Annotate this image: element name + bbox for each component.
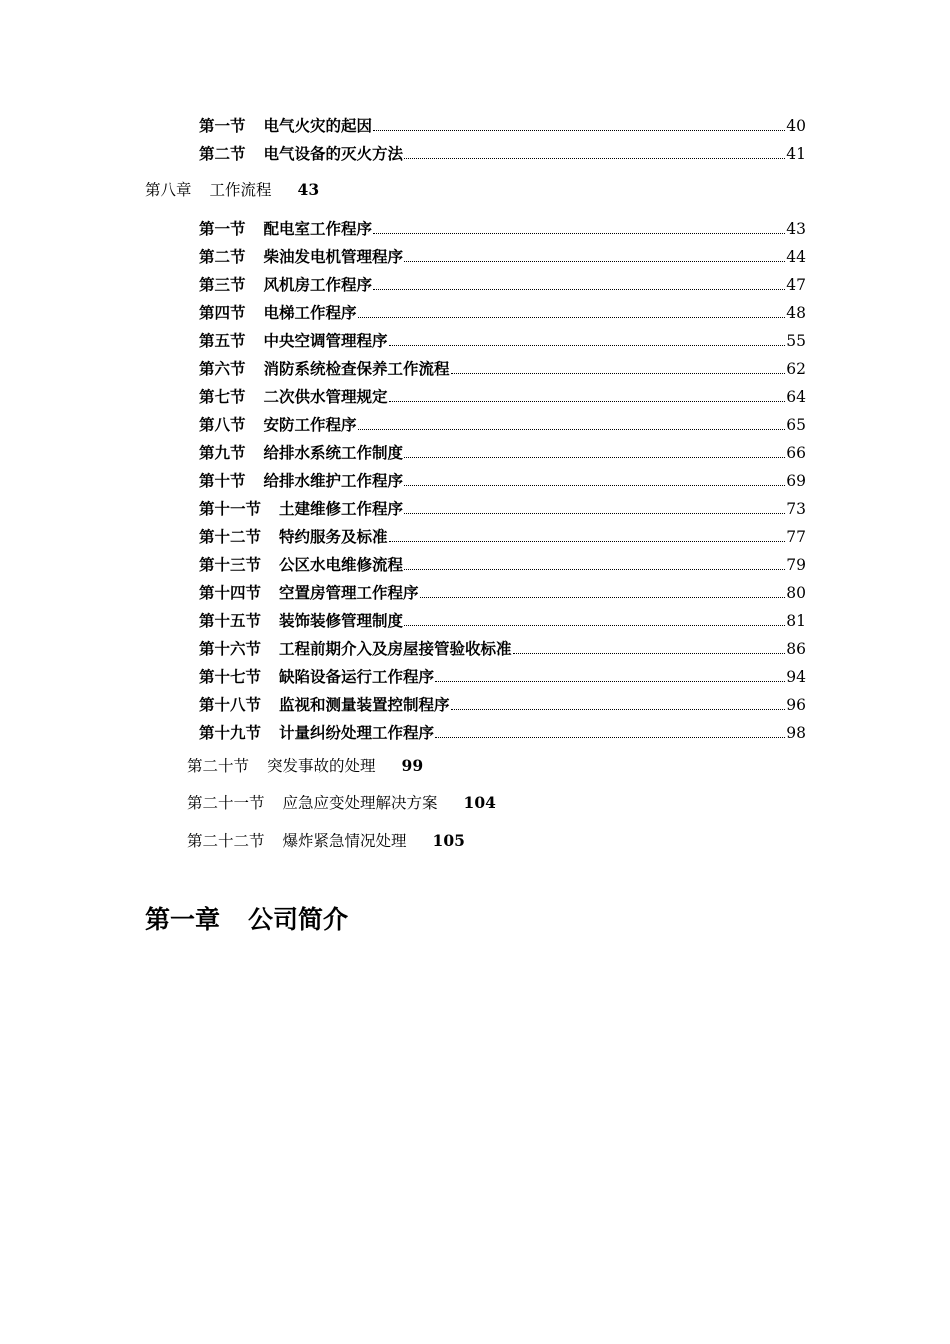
section-number: 第六节: [199, 359, 246, 378]
page-number: 66: [786, 444, 806, 462]
page-number: 86: [786, 640, 806, 658]
section-title: 突发事故的处理: [267, 757, 376, 775]
dot-leader: [404, 260, 785, 262]
toc-entry[interactable]: [199, 441, 806, 463]
dot-leader: [420, 596, 786, 598]
page-number: 48: [786, 304, 806, 322]
section-number: 第三节: [199, 275, 246, 294]
section-number: 第十八节: [199, 695, 262, 714]
toc-entry[interactable]: [199, 245, 806, 267]
dot-leader: [404, 484, 785, 486]
page-number: 55: [786, 332, 806, 350]
toc-entry[interactable]: [199, 553, 806, 575]
section-number: 第二节: [199, 247, 246, 266]
page-number: 64: [786, 388, 806, 406]
section-title: 柴油发电机管理程序: [263, 247, 404, 266]
dot-leader: [404, 456, 785, 458]
page-number: 62: [786, 360, 806, 378]
section-title: 特约服务及标准: [279, 527, 388, 546]
section-number: 第二十节: [187, 757, 250, 775]
section-title: 计量纠纷处理工作程序: [279, 723, 435, 742]
dot-leader: [404, 157, 785, 159]
section-number: 第二十二节: [187, 832, 265, 850]
section-title: 应急应变处理解决方案: [282, 794, 438, 812]
section-number: 第十三节: [199, 555, 262, 574]
dot-leader: [435, 680, 785, 682]
dot-leader: [389, 344, 786, 346]
toc-entry[interactable]: [199, 637, 806, 659]
toc-plain-entry[interactable]: [187, 756, 423, 776]
dot-leader: [404, 512, 785, 514]
section-title: 给排水维护工作程序: [263, 471, 404, 490]
dot-leader: [513, 652, 786, 654]
page-number: 98: [786, 724, 806, 742]
chapter-number: 第八章: [145, 181, 192, 199]
section-number: 第十七节: [199, 667, 262, 686]
section-title: 爆炸紧急情况处理: [282, 832, 407, 850]
section-number: 第十二节: [199, 527, 262, 546]
page-number: 43: [297, 180, 320, 199]
section-number: 第九节: [199, 443, 246, 462]
section-title: 二次供水管理规定: [263, 387, 388, 406]
dot-leader: [373, 288, 785, 290]
page-number: 47: [786, 276, 806, 294]
section-title: 电气火灾的起因: [263, 116, 373, 135]
page-number: 69: [786, 472, 806, 490]
toc-entry[interactable]: [199, 609, 806, 631]
chapter-heading: [145, 903, 348, 937]
dot-leader: [358, 316, 786, 318]
toc-entry[interactable]: [199, 301, 806, 323]
section-title: 给排水系统工作制度: [263, 443, 404, 462]
page-number: 73: [786, 500, 806, 518]
section-title: 装饰装修管理制度: [279, 611, 404, 630]
toc-entry[interactable]: [199, 329, 806, 351]
section-number: 第十四节: [199, 583, 262, 602]
page-number: 80: [786, 584, 806, 602]
section-title: 缺陷设备运行工作程序: [279, 667, 435, 686]
toc-entry[interactable]: [199, 385, 806, 407]
section-number: 第五节: [199, 331, 246, 350]
toc-entry[interactable]: [199, 721, 806, 743]
dot-leader: [435, 736, 785, 738]
section-title: 安防工作程序: [263, 415, 357, 434]
page-number: 79: [786, 556, 806, 574]
page-number: 44: [786, 248, 806, 266]
dot-leader: [373, 232, 785, 234]
page-number: 94: [786, 668, 806, 686]
page-number: 96: [786, 696, 806, 714]
section-number: 第一节: [199, 116, 246, 135]
dot-leader: [389, 400, 786, 402]
section-number: 第二节: [199, 144, 246, 163]
chapter-heading-number: 第一章: [145, 905, 221, 934]
section-number: 第二十一节: [187, 794, 265, 812]
section-number: 第十九节: [199, 723, 262, 742]
section-title: 空置房管理工作程序: [279, 583, 419, 602]
section-title: 电梯工作程序: [263, 303, 357, 322]
page-number: 99: [401, 756, 424, 775]
section-title: 工程前期介入及房屋接管验收标准: [279, 639, 512, 658]
section-title: 监视和测量装置控制程序: [279, 695, 450, 714]
section-title: 配电室工作程序: [263, 219, 373, 238]
dot-leader: [451, 372, 786, 374]
section-title: 消防系统检查保养工作流程: [263, 359, 450, 378]
section-number: 第十六节: [199, 639, 262, 658]
section-title: 公区水电维修流程: [279, 555, 404, 574]
toc-entry[interactable]: [199, 142, 806, 164]
section-number: 第一节: [199, 219, 246, 238]
dot-leader: [373, 129, 785, 131]
toc-entry[interactable]: [199, 413, 806, 435]
section-number: 第八节: [199, 415, 246, 434]
page-number: 65: [786, 416, 806, 434]
page-number: 105: [432, 831, 465, 850]
section-number: 第十一节: [199, 499, 262, 518]
section-title: 风机房工作程序: [263, 275, 373, 294]
toc-entry[interactable]: [199, 273, 806, 295]
toc-entry[interactable]: [199, 497, 806, 519]
chapter-heading-title: 公司简介: [248, 905, 349, 934]
section-number: 第四节: [199, 303, 246, 322]
page-number: 77: [786, 528, 806, 546]
section-title: 中央空调管理程序: [263, 331, 388, 350]
dot-leader: [358, 428, 786, 430]
toc-entry[interactable]: [199, 665, 806, 687]
toc-entry[interactable]: [199, 357, 806, 379]
dot-leader: [389, 540, 786, 542]
toc-entry[interactable]: [199, 469, 806, 491]
toc-entry[interactable]: [199, 581, 806, 603]
toc-entry[interactable]: [199, 525, 806, 547]
toc-chapter-entry[interactable]: [145, 180, 319, 200]
page-number: 40: [786, 117, 806, 135]
chapter-title: 工作流程: [209, 181, 272, 199]
toc-entry[interactable]: [199, 217, 806, 239]
page-number: 81: [786, 612, 806, 630]
section-number: 第十节: [199, 471, 246, 490]
section-number: 第十五节: [199, 611, 262, 630]
toc-entry[interactable]: [199, 693, 806, 715]
page-number: 104: [463, 793, 496, 812]
section-title: 土建维修工作程序: [279, 499, 404, 518]
section-title: 电气设备的灭火方法: [263, 144, 404, 163]
dot-leader: [451, 708, 786, 710]
page-number: 41: [786, 145, 806, 163]
section-number: 第七节: [199, 387, 246, 406]
toc-plain-entry[interactable]: [187, 831, 465, 851]
dot-leader: [404, 624, 785, 626]
dot-leader: [404, 568, 785, 570]
toc-plain-entry[interactable]: [187, 793, 496, 813]
toc-entry[interactable]: [199, 114, 806, 136]
page-number: 43: [786, 220, 806, 238]
